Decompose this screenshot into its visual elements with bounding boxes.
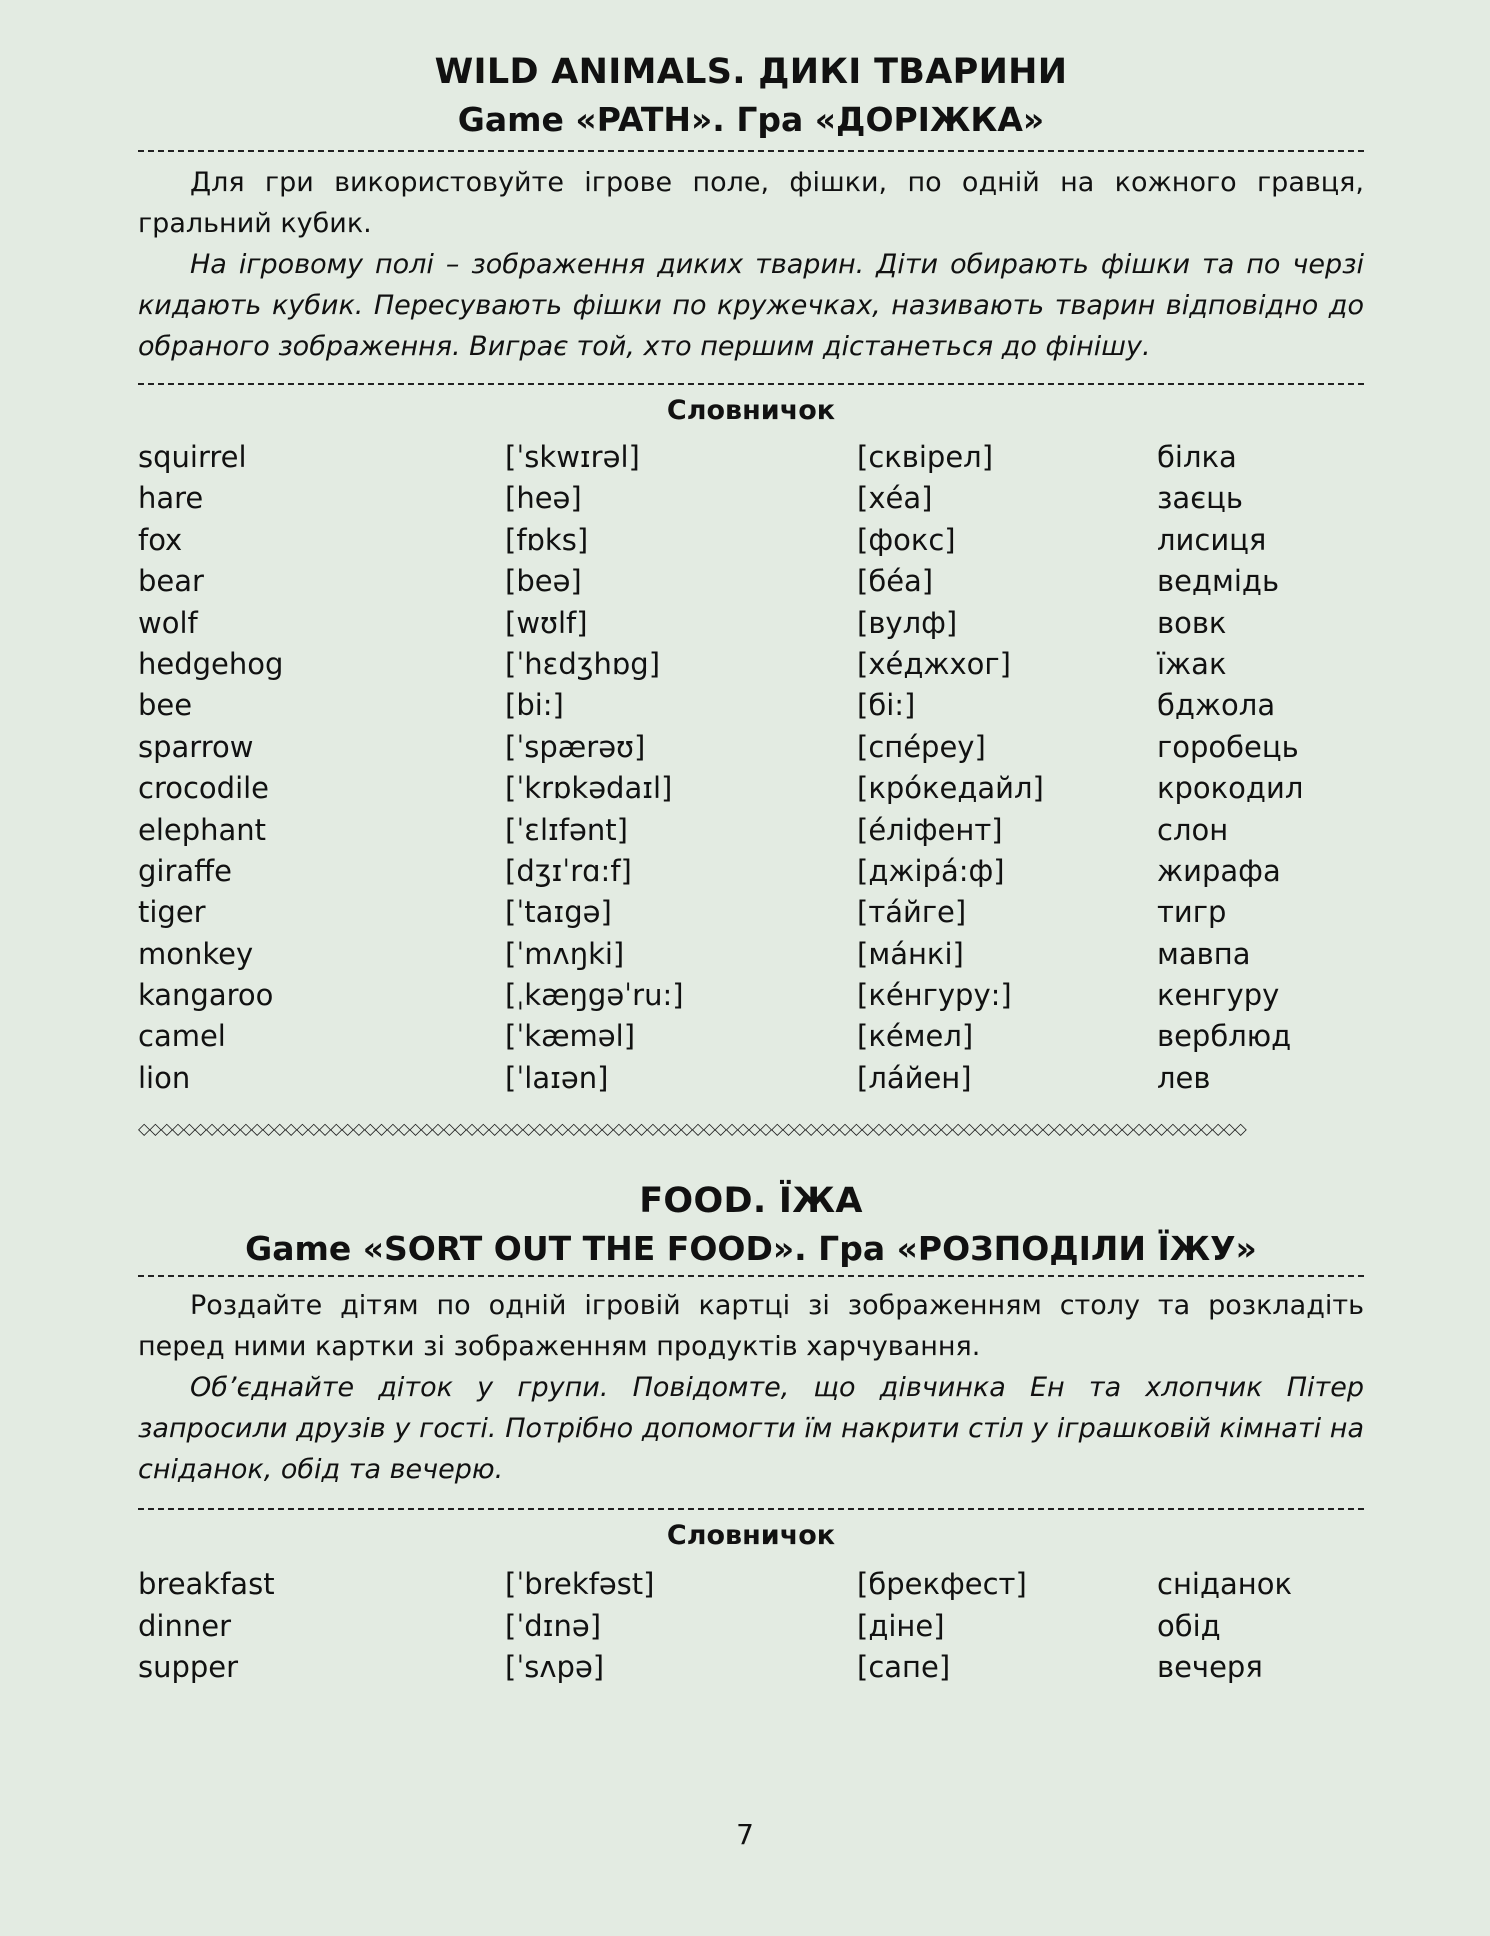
- word-ipa: [ˈɛlɪfənt]: [505, 812, 628, 847]
- word-ipa: [ˈskwɪrəl]: [505, 440, 640, 474]
- word-row: [138, 1564, 1364, 1605]
- word-ua: кенгуру: [1157, 978, 1280, 1013]
- section2-rules: Об’єднайте діток у групи. Повідомте, що дівчинка Ен та хлопчик Пітер запросили друзів у гості. Потрібно допомогти їм накрити стіл у іграшковій кімнаті на сніданок, обід та вечерю.: [138, 1372, 1364, 1486]
- word-en: bear: [138, 564, 204, 599]
- word-transliteration: [брекфест]: [857, 1567, 1027, 1602]
- section1-title: WILD ANIMALS. ДИКІ ТВАРИНИ: [434, 52, 1068, 92]
- word-row: [138, 934, 1364, 975]
- word-row: [138, 810, 1364, 851]
- word-ua: тигр: [1157, 895, 1227, 930]
- word-transliteration: [крóкедайл]: [857, 771, 1044, 806]
- word-en: fox: [138, 522, 183, 557]
- word-row: [138, 975, 1364, 1016]
- word-transliteration: [джірá:ф]: [857, 853, 1005, 888]
- word-en: camel: [138, 1019, 226, 1054]
- word-en: giraffe: [138, 853, 232, 888]
- section2-title: FOOD. ЇЖА: [639, 1181, 863, 1222]
- word-row: [138, 1058, 1364, 1099]
- word-transliteration: [сапе]: [857, 1650, 951, 1685]
- word-en: lion: [138, 1060, 191, 1095]
- word-ipa: [ˈspærəʊ]: [505, 729, 646, 764]
- word-row: [138, 603, 1364, 644]
- word-en: bee: [138, 688, 193, 723]
- dashed-divider: [138, 1275, 1364, 1277]
- word-transliteration: [тáйге]: [857, 895, 967, 930]
- word-ua: мавпа: [1157, 936, 1251, 971]
- word-transliteration: [кéмел]: [857, 1019, 974, 1054]
- word-en: crocodile: [138, 771, 270, 806]
- word-ua: жирафа: [1157, 853, 1281, 888]
- word-row: [138, 1647, 1364, 1688]
- word-transliteration: [сквірел]: [857, 440, 994, 474]
- dashed-divider: [138, 150, 1364, 152]
- section1-game-title: Game «PATH». Гра «ДОРІЖКА»: [457, 100, 1045, 139]
- word-en: hare: [138, 481, 204, 516]
- word-row: [138, 727, 1364, 768]
- word-row: [138, 437, 1364, 478]
- word-ipa: [ˈmʌŋki]: [505, 936, 625, 971]
- word-ipa: [ˈdɪnə]: [505, 1608, 602, 1643]
- word-transliteration: [бі:]: [857, 688, 916, 723]
- word-ipa: [ˌkæŋgəˈru:]: [505, 978, 684, 1013]
- word-ipa: [ˈhɛdʒhɒg]: [505, 646, 661, 681]
- dashed-divider: [138, 1508, 1364, 1510]
- word-row: [138, 892, 1364, 933]
- word-en: tiger: [138, 895, 206, 930]
- word-ua: слон: [1157, 812, 1229, 847]
- word-ua: крокодил: [1157, 771, 1304, 806]
- word-ipa: [ˈtaɪgə]: [505, 895, 612, 930]
- section1-rules: На ігровому полі – зображення диких тварин. Діти обирають фішки та по черзі кидають кубик. Пересувають фішки по кружечках, називають тварин відповідно до обраного зображення. Виграє той, хто першим дістанеться до фінішу.: [138, 249, 1364, 362]
- word-en: squirrel: [138, 440, 247, 474]
- page-content: [138, 48, 1364, 1688]
- word-en: supper: [138, 1650, 239, 1685]
- word-row: [138, 561, 1364, 602]
- word-ua: верблюд: [1157, 1019, 1292, 1054]
- word-ipa: [ˈbrekfəst]: [505, 1567, 655, 1602]
- word-ua: горобець: [1157, 729, 1299, 764]
- word-en: breakfast: [138, 1567, 275, 1602]
- word-row: [138, 768, 1364, 809]
- word-ipa: [ˈlaɪən]: [505, 1060, 609, 1095]
- word-transliteration: [фокс]: [857, 522, 956, 557]
- section2-word-list: [138, 1564, 1364, 1688]
- word-row: [138, 520, 1364, 561]
- section1-instructions: Для гри використовуйте ігрове поле, фішки, по одній на кожного гравця, гральний кубик.: [138, 167, 1364, 239]
- word-en: elephant: [138, 812, 267, 847]
- word-ua: заєць: [1157, 481, 1243, 516]
- word-row: [138, 851, 1364, 892]
- word-transliteration: [мáнкі]: [857, 936, 964, 971]
- section2-game-title: Game «SORT OUT THE FOOD». Гра «РОЗПОДІЛИ ЇЖУ»: [245, 1229, 1257, 1269]
- section2-dictionary-title: Словничок: [666, 1520, 836, 1552]
- word-ua: обід: [1157, 1608, 1221, 1643]
- word-transliteration: [хéа]: [857, 481, 933, 516]
- word-ua: сніданок: [1157, 1567, 1293, 1602]
- word-ipa: [beə]: [505, 564, 582, 599]
- word-ua: вечеря: [1157, 1650, 1263, 1685]
- word-transliteration: [діне]: [857, 1608, 945, 1643]
- word-ipa: [heə]: [505, 481, 582, 516]
- word-ipa: [ˈkrɒkədaɪl]: [505, 771, 673, 806]
- word-transliteration: [хéджхог]: [857, 646, 1011, 681]
- word-ua: вовк: [1157, 605, 1227, 640]
- word-ipa: [ˈsʌpə]: [505, 1650, 605, 1685]
- word-en: monkey: [138, 936, 254, 971]
- dashed-divider: [138, 383, 1364, 385]
- word-en: dinner: [138, 1608, 231, 1643]
- word-ua: білка: [1157, 440, 1237, 474]
- word-ua: лисиця: [1157, 522, 1267, 557]
- section1-word-list: [138, 437, 1364, 1099]
- word-row: [138, 478, 1364, 519]
- word-ipa: [dʒɪˈrɑ:f]: [505, 853, 632, 888]
- word-row: [138, 1016, 1364, 1057]
- word-ua: бджола: [1157, 688, 1276, 723]
- word-transliteration: [вулф]: [857, 605, 958, 640]
- word-ipa: [ˈkæməl]: [505, 1019, 636, 1054]
- word-transliteration: [кéнгуру:]: [857, 978, 1012, 1013]
- section2-instructions: Роздайте дітям по одній ігровій картці зі зображенням столу та розкладіть перед ними картки зі зображенням продуктів харчування.: [138, 1290, 1364, 1363]
- word-ipa: [wʊlf]: [505, 605, 588, 640]
- word-row: [138, 644, 1364, 685]
- word-row: [138, 685, 1364, 726]
- diamond-divider: ◇◇◇◇◇◇◇◇◇◇◇◇◇◇◇◇◇◇◇◇◇◇◇◇◇◇◇◇◇◇◇◇◇◇◇◇◇◇◇◇◇◇◇◇◇◇◇◇◇◇◇◇◇◇◇◇◇◇◇◇◇◇◇◇◇◇◇◇◇◇◇◇◇◇◇◇◇◇◇◇◇◇◇◇◇◇◇◇◇◇◇◇◇◇◇◇◇◇: [138, 1119, 1246, 1139]
- word-transliteration: [бéа]: [857, 564, 934, 599]
- word-row: [138, 1606, 1364, 1647]
- page-number: 7: [736, 1818, 754, 1851]
- word-ua: їжак: [1157, 646, 1227, 681]
- word-en: hedgehog: [138, 646, 284, 681]
- word-ipa: [fɒks]: [505, 522, 589, 557]
- word-transliteration: [éліфент]: [857, 812, 1003, 847]
- word-en: kangaroo: [138, 978, 274, 1013]
- word-ipa: [bi:]: [505, 688, 564, 723]
- word-en: sparrow: [138, 729, 254, 764]
- word-ua: ведмідь: [1157, 564, 1280, 599]
- section1-dictionary-title: Словничок: [666, 395, 836, 426]
- word-en: wolf: [138, 605, 198, 640]
- word-transliteration: [лáйен]: [857, 1060, 972, 1095]
- word-ua: лев: [1157, 1060, 1211, 1095]
- word-transliteration: [спéреу]: [857, 729, 986, 764]
